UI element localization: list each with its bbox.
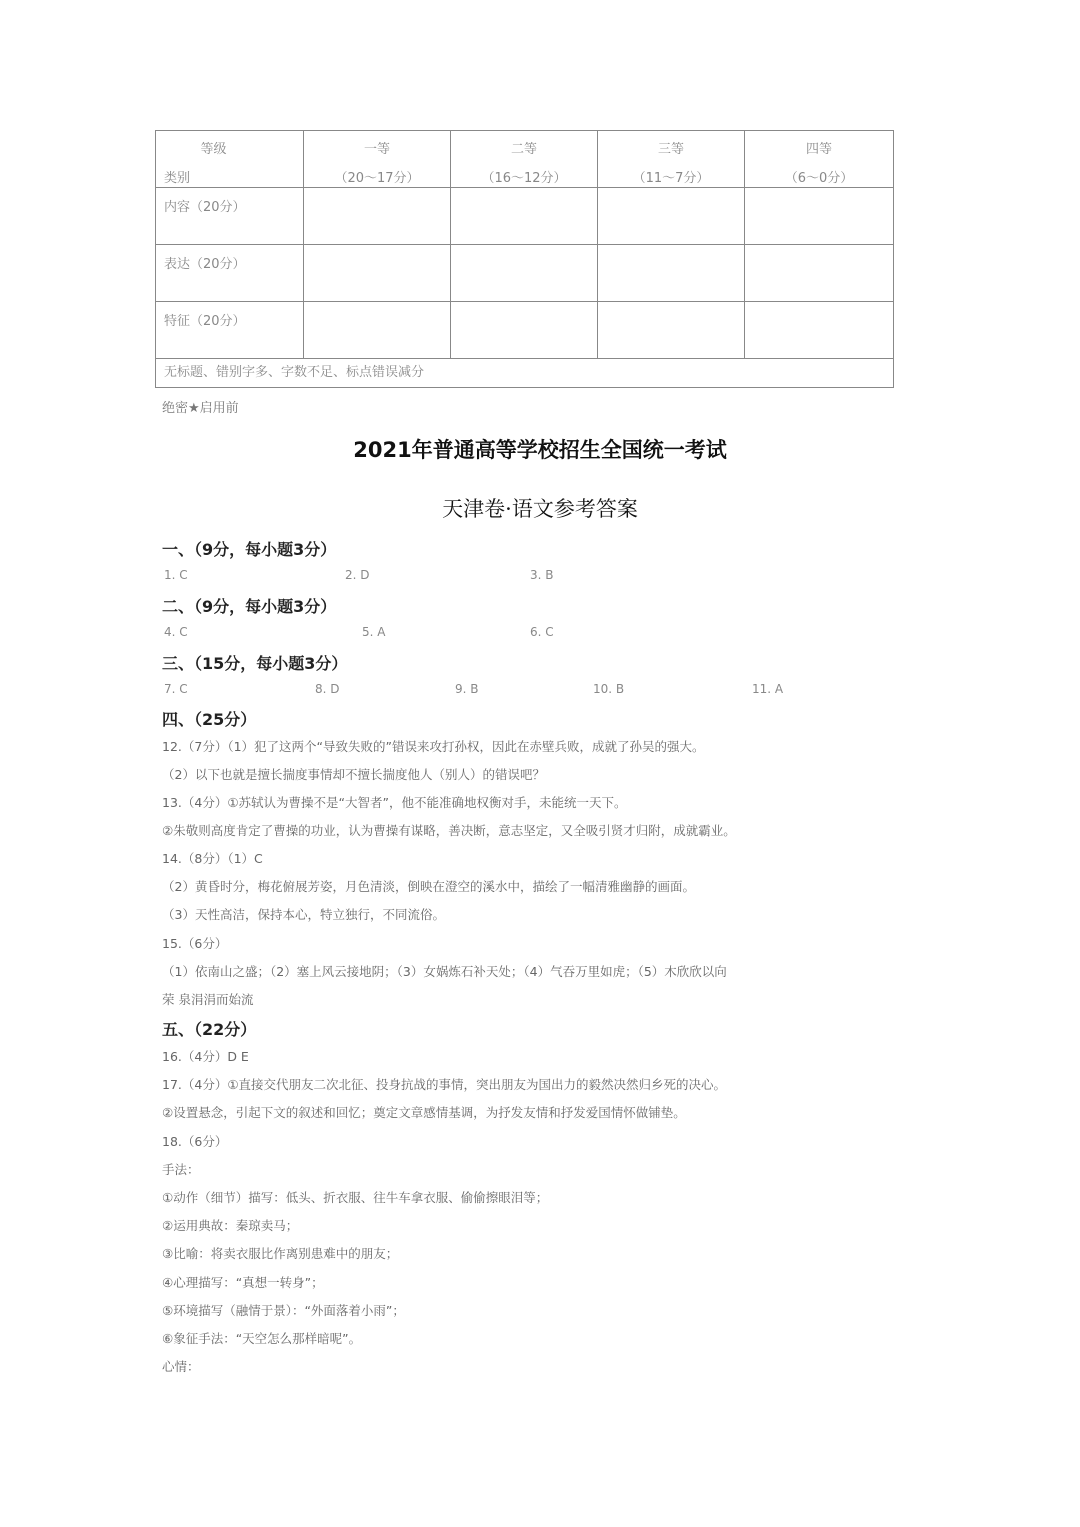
answer-2: 2. D (345, 568, 370, 582)
answer-line: （2）黄昏时分，梅花俯展芳姿，月色清淡，倒映在澄空的溪水中，描绘了一幅清雅幽静的画面。 (162, 879, 695, 894)
section-heading-3: 三、（15分，每小题3分） (162, 654, 348, 673)
rubric-cell (598, 188, 745, 245)
grade-name: 三等 (657, 142, 684, 157)
rubric-cell (745, 245, 894, 302)
answer-3: 3. B (530, 568, 554, 582)
rubric-row-expression (156, 245, 894, 302)
answer-8: 8. D (315, 682, 340, 696)
answer-line: 13.（4分）①苏轼认为曹操不是“大智者”，他不能准确地权衡对手，未能统一天下。 (162, 795, 627, 810)
rubric-footer: 无标题、错别字多、字数不足、标点错误减分 (156, 359, 894, 388)
section-heading-2: 二、（9分，每小题3分） (162, 597, 337, 616)
row-label-cell (156, 245, 304, 302)
grade-3-header (598, 131, 745, 188)
answer-6: 6. C (530, 625, 554, 639)
rubric-cell (304, 302, 451, 359)
row-label: 特征（20分） (164, 314, 246, 329)
rubric-cell (304, 245, 451, 302)
rubric-cell (598, 245, 745, 302)
answer-line: （3）天性高洁，保持本心，特立独行，不同流俗。 (162, 907, 445, 922)
answer-line: 14.（8分）（1）C (162, 851, 263, 866)
answer-line: 心情： (162, 1359, 200, 1374)
header-grade-label: 等级 (200, 142, 227, 157)
answer-line: ①动作（细节）描写：低头、折衣服、往牛车拿衣服、偷偷擦眼泪等； (162, 1190, 549, 1205)
answer-line: ⑤环境描写（融情于景）：“外面落着小雨”； (162, 1303, 405, 1318)
answer-5: 5. A (362, 625, 386, 639)
header-category-label: 类别 (164, 171, 191, 186)
answer-1: 1. C (164, 568, 188, 582)
rubric-row-feature (156, 302, 894, 359)
answer-line: 12.（7分）（1）犯了这两个“导致失败的”错误来攻打孙权，因此在赤壁兵败，成就了孙吴的强大。 (162, 739, 705, 754)
row-label: 内容（20分） (164, 200, 246, 215)
answer-9: 9. B (455, 682, 479, 696)
section-heading-1: 一、（9分，每小题3分） (162, 540, 337, 559)
answer-line: ②朱敬则高度肯定了曹操的功业，认为曹操有谋略，善决断，意志坚定，又全吸引贤才归附，成就霸业。 (162, 823, 736, 838)
answer-4: 4. C (164, 625, 188, 639)
grade-2-header (451, 131, 598, 188)
answer-line: （1）依南山之盛；（2）塞上风云接地阴；（3）女娲炼石补天处；（4）气吞万里如虎；（5）木欣欣以向 (162, 964, 727, 979)
answer-7: 7. C (164, 682, 188, 696)
answer-line: ②运用典故：秦琼卖马； (162, 1218, 299, 1233)
answer-10: 10. B (593, 682, 625, 696)
rubric-header-corner (156, 131, 304, 188)
grade-range: （20～17分） (334, 171, 420, 186)
answer-line: 16.（4分）D E (162, 1049, 249, 1064)
grade-name: 四等 (805, 142, 832, 157)
grade-4-header (745, 131, 894, 188)
answer-line: 手法： (162, 1162, 200, 1177)
rubric-header-row (156, 131, 894, 188)
answer-line: 荣 泉涓涓而始流 (162, 992, 254, 1007)
grade-range: （6～0分） (784, 171, 854, 186)
row-label-cell (156, 302, 304, 359)
grade-range: （11～7分） (632, 171, 710, 186)
rubric-cell (451, 188, 598, 245)
rubric-cell (598, 302, 745, 359)
section-heading-5: 五、（22分） (162, 1020, 257, 1039)
rubric-cell (745, 302, 894, 359)
answer-line: ⑥象征手法：“天空怎么那样暗呢”。 (162, 1331, 362, 1346)
rubric-row-content (156, 188, 894, 245)
grade-range: （16～12分） (481, 171, 567, 186)
answer-line: ②设置悬念，引起下文的叙述和回忆；奠定文章感情基调，为抒发友情和抒发爱国情怀做铺垫。 (162, 1105, 686, 1120)
grade-1-header (304, 131, 451, 188)
answer-line: ④心理描写：“真想一转身”； (162, 1275, 324, 1290)
row-label: 表达（20分） (164, 257, 246, 272)
rubric-cell (451, 302, 598, 359)
grade-name: 二等 (510, 142, 537, 157)
rubric-cell (451, 245, 598, 302)
rubric-cell (304, 188, 451, 245)
rubric-footer-row (156, 359, 894, 388)
grade-name: 一等 (363, 142, 390, 157)
confidential-label: 绝密★启用前 (162, 401, 239, 416)
row-label-cell (156, 188, 304, 245)
page-title: 2021年普通高等学校招生全国统一考试 (353, 438, 727, 462)
answer-line: ③比喻：将卖衣服比作离别患难中的朋友； (162, 1246, 399, 1261)
answer-line: （2）以下也就是擅长揣度事情却不擅长揣度他人（别人）的错误吧？ (162, 767, 545, 782)
page-subtitle: 天津卷·语文参考答案 (442, 497, 638, 521)
answer-line: 18.（6分） (162, 1134, 228, 1149)
answer-line: 15.（6分） (162, 936, 228, 951)
rubric-cell (745, 188, 894, 245)
answer-11: 11. A (752, 682, 784, 696)
answer-line: 17.（4分）①直接交代朋友二次北征、投身抗战的事情，突出朋友为国出力的毅然决然归乡死的决心。 (162, 1077, 727, 1092)
rubric-table (155, 130, 894, 388)
section-heading-4: 四、（25分） (162, 710, 257, 729)
